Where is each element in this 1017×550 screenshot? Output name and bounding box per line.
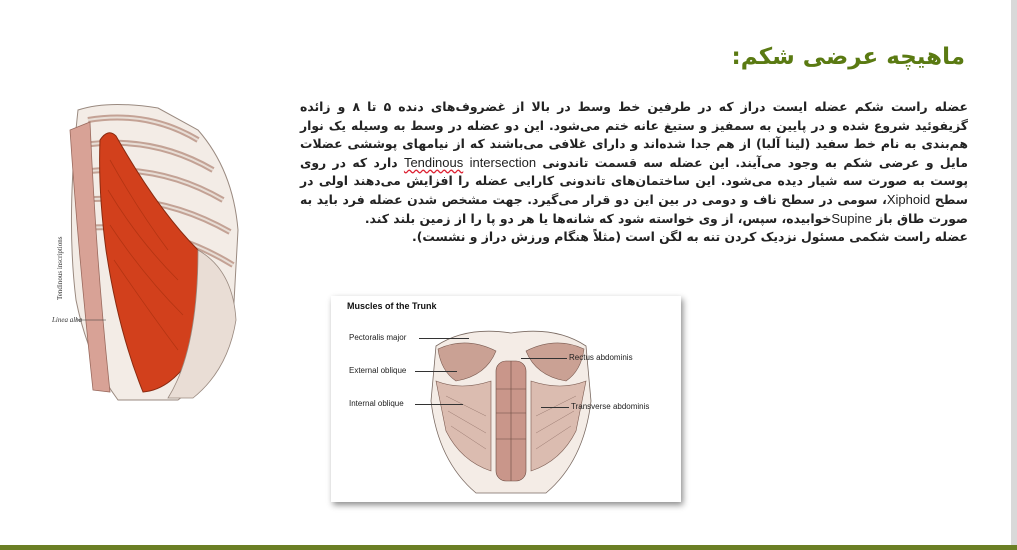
term-tendinous: Tendinous — [403, 154, 464, 170]
label-transverse-abdominis: Transverse abdominis — [571, 402, 650, 411]
term-supine: Supine — [831, 210, 872, 226]
term-intersection: intersection — [469, 154, 537, 170]
paragraph-rectus-description — [300, 98, 968, 228]
label-rectus-abdominis: Rectus abdominis — [569, 353, 633, 362]
leader-transverse — [541, 407, 569, 408]
slide-title: ماهیچه عرضی شکم: — [731, 44, 965, 70]
leader-internal-oblique — [415, 404, 463, 405]
rectus-abdominis-drawing — [48, 100, 248, 418]
figure-title: Muscles of the Trunk — [347, 301, 437, 311]
linea-alba-label: Linea alba — [52, 316, 83, 324]
slide-body-text — [300, 98, 968, 247]
text-part-2: دارد که در روی پوست به صورت سه شیار دیده می‌شود. این ساختمان‌های تاندونی کارایی عضله را افزایش می‌دهند اولی در سطح — [300, 154, 968, 207]
muscles-of-trunk-figure — [331, 296, 681, 502]
slide-footer-bar — [0, 545, 1017, 550]
label-external-oblique: External oblique — [349, 366, 407, 375]
paragraph-function: عضله راست شکمی مسئول نزدیک کردن تنه به لگن است (مثلاً هنگام ورزش دراز و نشست). — [412, 229, 968, 245]
term-xiphoid: Xiphoid — [886, 191, 931, 207]
text-part-1: عضله راست شکم عضله ایست دراز که در طرفین خط وسط در بالا از غضروف‌های دنده ۵ تا ۸ و زائده گزیفوئید شروع شده و در پایین به سمفیز و ستیغ عانه ختم می‌شود. این دو عضله در وسط به وسیله یک نوار هم‌بندی به نام خط سفید (لینا آلبا) از هم جدا شده‌اند و دارای غلافی می‌باشند که از نیامهای پوششی عضلات مایل و عرضی شکم به وجود می‌آیند. این عضله سه قسمت تاندونی — [300, 99, 968, 170]
tendinous-inscriptions-label: Tendinous inscriptions — [56, 236, 64, 300]
leader-external-oblique — [415, 371, 457, 372]
label-pectoralis-major: Pectoralis major — [349, 333, 407, 342]
text-part-4: خوابیده، سپس، از وی خواسته شود که شانه‌ها یا هر دو پا را از زمین بلند کند. — [364, 210, 832, 226]
leader-pectoralis — [419, 338, 469, 339]
text-part-3: ، سومی در سطح ناف و دومی در بین این دو قرار می‌گیرد. جهت مشخص شدن عضله فرد باید به صورت طاق باز — [300, 191, 968, 226]
label-internal-oblique: Internal oblique — [349, 399, 404, 408]
rectus-abdominis-illustration — [48, 100, 248, 418]
slide-right-edge — [1011, 0, 1017, 550]
leader-rectus — [521, 358, 567, 359]
